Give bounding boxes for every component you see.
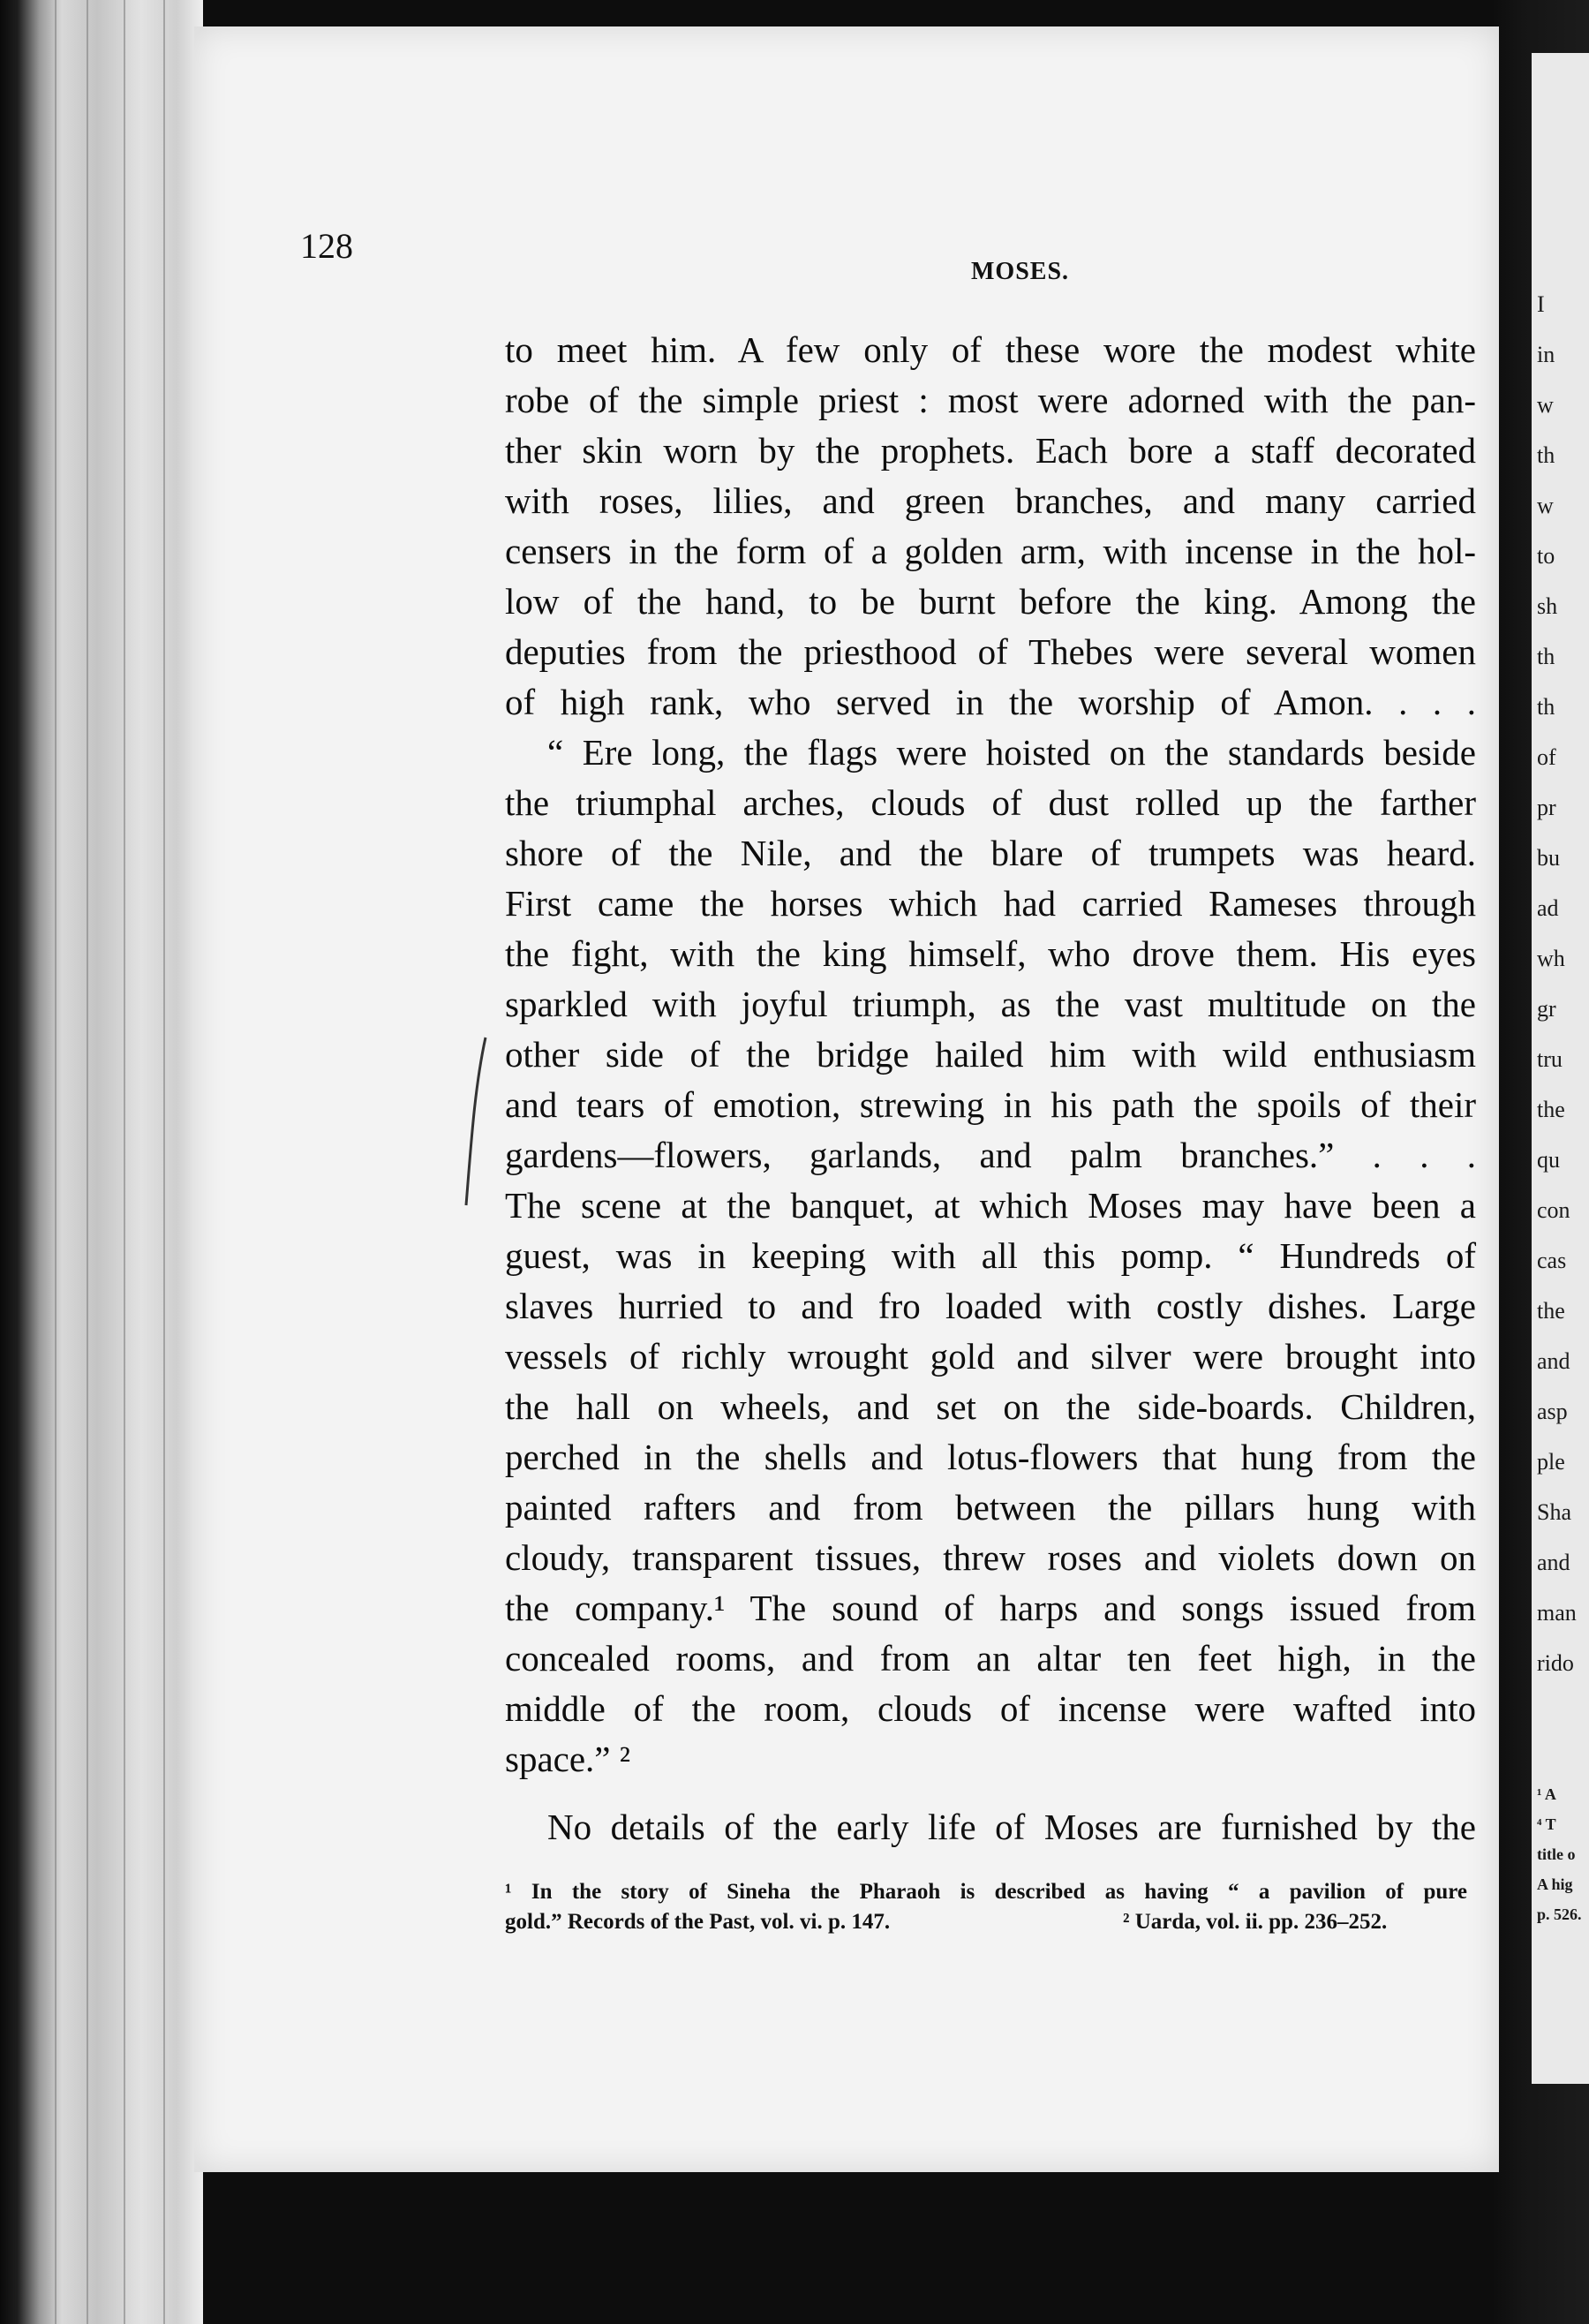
- running-head: MOSES.: [971, 258, 1070, 285]
- next-page-footnote-fragment: p. 526.: [1537, 1905, 1582, 1923]
- next-page-fragment: man: [1537, 1600, 1577, 1626]
- text-line: guest, was in keeping with all this pomp. “ Hundreds of: [505, 1235, 1476, 1276]
- next-page-footnote-fragment: ¹ A: [1537, 1785, 1556, 1803]
- next-page-fragment: th: [1537, 644, 1555, 669]
- left-page-edges: [0, 0, 203, 2324]
- next-page-fragment: and: [1537, 1550, 1570, 1575]
- text-line: gardens—flowers, garlands, and palm branches.” . . .: [505, 1135, 1476, 1175]
- next-page-fragment: of: [1537, 744, 1556, 770]
- next-page-fragment: asp: [1537, 1399, 1568, 1424]
- next-page-peek: [1532, 53, 1589, 2084]
- next-page-fragment: wh: [1537, 946, 1565, 971]
- footnote-1-line-1: ¹ In the story of Sineha the Pharaoh is described as having “ a pavilion of pure: [505, 1880, 1467, 1904]
- next-page-fragment: pr: [1537, 795, 1556, 820]
- next-page-fragment: con: [1537, 1197, 1570, 1223]
- next-page-fragment: the: [1537, 1097, 1565, 1122]
- text-line: sparkled with joyful triumph, as the vast multitude on the: [505, 984, 1476, 1024]
- text-line: vessels of richly wrought gold and silver were brought into: [505, 1336, 1476, 1377]
- next-page-fragment: rido: [1537, 1650, 1574, 1676]
- text-line: perched in the shells and lotus-flowers that hung from the: [505, 1437, 1476, 1477]
- text-line: robe of the simple priest : most were adorned with the pan-: [505, 380, 1476, 420]
- text-line: the triumphal arches, clouds of dust rolled up the farther: [505, 782, 1476, 823]
- text-line: with roses, lilies, and green branches, and many carried: [505, 480, 1476, 521]
- text-line: ther skin worn by the prophets. Each bore a staff decorated: [505, 430, 1476, 471]
- next-page-fragment: ple: [1537, 1449, 1565, 1475]
- body-text: [505, 325, 1476, 1852]
- next-page-fragment: th: [1537, 442, 1555, 468]
- next-page-fragment: in: [1537, 342, 1555, 367]
- text-line: painted rafters and from between the pillars hung with: [505, 1487, 1476, 1528]
- next-page-fragment: and: [1537, 1348, 1570, 1374]
- next-page-fragment: tru: [1537, 1046, 1563, 1072]
- text-line: cloudy, transparent tissues, threw roses and violets down on: [505, 1537, 1476, 1578]
- text-line: middle of the room, clouds of incense were wafted into: [505, 1688, 1476, 1729]
- next-page-fragment: gr: [1537, 996, 1556, 1022]
- text-line: censers in the form of a golden arm, with incense in the hol-: [505, 531, 1476, 571]
- text-line: other side of the bridge hailed him with wild enthusiasm: [505, 1034, 1476, 1075]
- text-line: the fight, with the king himself, who drove them. His eyes: [505, 933, 1476, 974]
- next-page-footnote-fragment: ⁴ T: [1537, 1815, 1556, 1833]
- text-line: to meet him. A few only of these wore the modest white: [505, 329, 1476, 370]
- next-page-fragment: Sha: [1537, 1499, 1571, 1525]
- footnote-1-line-2: gold.” Records of the Past, vol. vi. p. 147.: [505, 1910, 891, 1934]
- next-page-footnote-fragment: A hig: [1537, 1875, 1573, 1893]
- next-page-footnote-fragment: title o: [1537, 1845, 1576, 1863]
- text-line: “ Ere long, the flags were hoisted on the standards beside: [547, 732, 1476, 773]
- text-line: deputies from the priesthood of Thebes were several women: [505, 631, 1476, 672]
- next-page-fragment: th: [1537, 694, 1555, 720]
- next-page-fragment: the: [1537, 1298, 1565, 1324]
- next-page-fragment: w: [1537, 493, 1554, 518]
- pencil-margin-mark-icon: [459, 1033, 512, 1210]
- text-line: slaves hurried to and fro loaded with costly dishes. Large: [505, 1286, 1476, 1326]
- next-page-fragment: cas: [1537, 1248, 1567, 1273]
- page-number: 128: [300, 226, 353, 266]
- next-page-fragment: to: [1537, 543, 1555, 569]
- text-line: space.” ²: [505, 1739, 631, 1779]
- next-page-fragment: I: [1537, 291, 1545, 317]
- text-line: and tears of emotion, strewing in his path the spoils of their: [505, 1084, 1476, 1125]
- text-line: the company.¹ The sound of harps and songs issued from: [505, 1588, 1476, 1628]
- next-page-fragment: ad: [1537, 895, 1559, 921]
- text-line: The scene at the banquet, at which Moses may have been a: [505, 1185, 1476, 1226]
- text-line: the hall on wheels, and set on the side-boards. Children,: [505, 1386, 1476, 1427]
- text-line: First came the horses which had carried Rameses through: [505, 883, 1476, 924]
- text-line: concealed rooms, and from an altar ten feet high, in the: [505, 1638, 1476, 1679]
- text-line: No details of the early life of Moses are furnished by the: [547, 1807, 1476, 1847]
- next-page-fragment: bu: [1537, 845, 1560, 871]
- next-page-fragment: sh: [1537, 593, 1558, 619]
- footnotes: [505, 1877, 1467, 1937]
- next-page-fragment: w: [1537, 392, 1554, 418]
- text-line: of high rank, who served in the worship of Amon. . . .: [505, 682, 1476, 722]
- footnote-2: ² Uarda, vol. ii. pp. 236–252.: [1123, 1910, 1388, 1934]
- next-page-fragment: qu: [1537, 1147, 1560, 1173]
- text-line: shore of the Nile, and the blare of trumpets was heard.: [505, 833, 1476, 873]
- text-line: low of the hand, to be burnt before the king. Among the: [505, 581, 1476, 622]
